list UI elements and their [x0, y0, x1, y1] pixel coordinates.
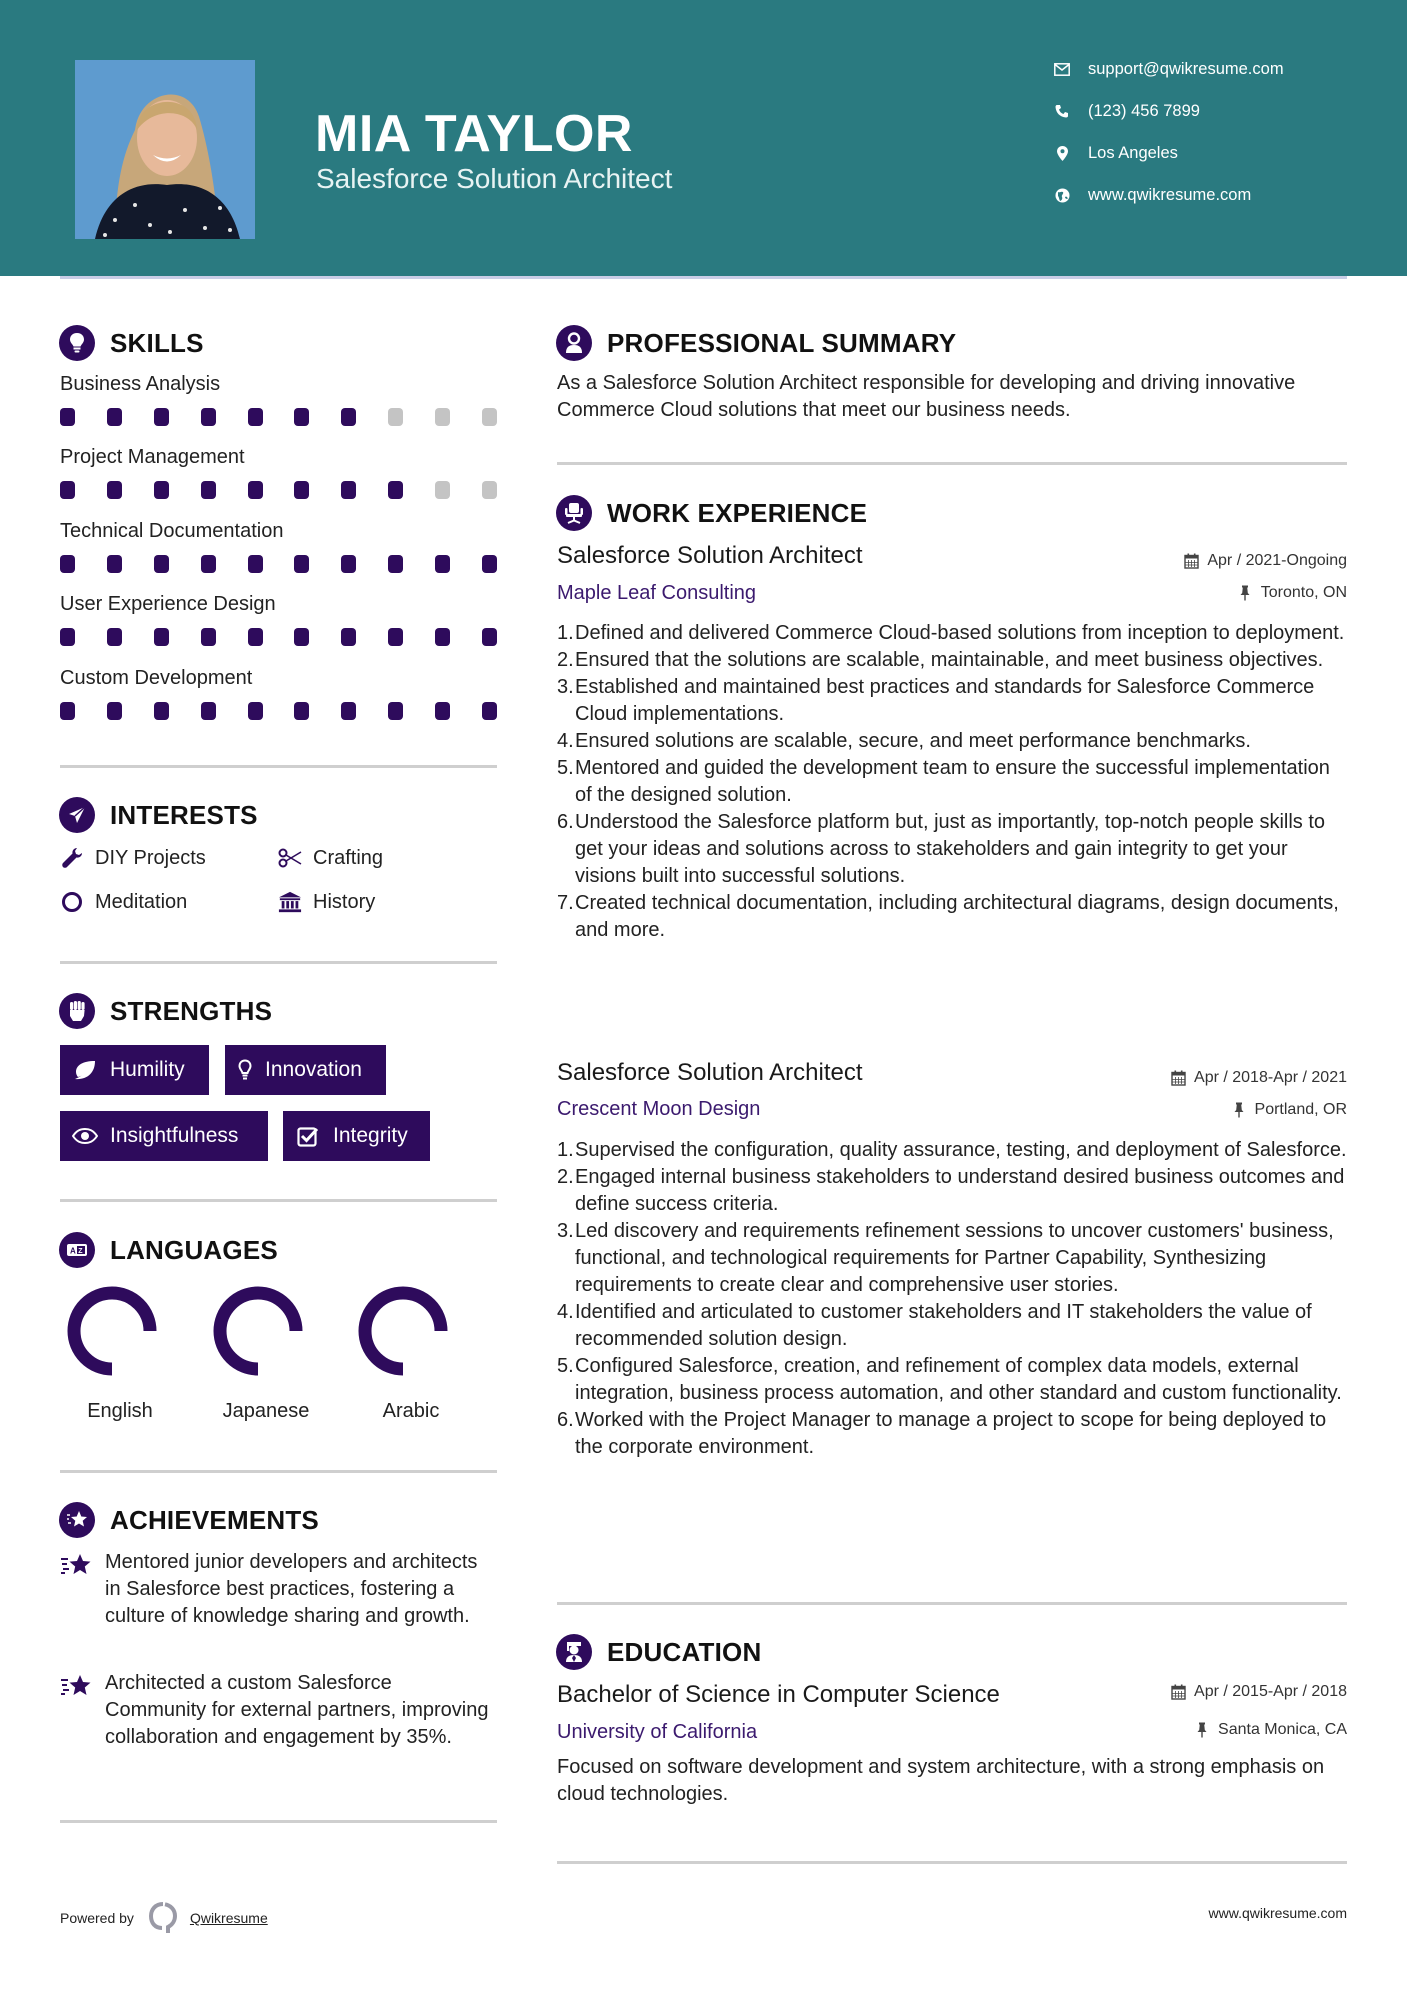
footer-website[interactable]: www.qwikresume.com	[1208, 1905, 1347, 1921]
job-dates: Apr / 2021-Ongoing	[1182, 551, 1347, 571]
header-divider	[60, 276, 1347, 279]
job-bullet: 5. Mentored and guided the development team to ensure the successful implementation of the designed solution.	[557, 757, 1330, 806]
rating-dot-empty	[435, 481, 450, 499]
language-ring	[343, 1286, 463, 1376]
rating-dot-filled	[248, 628, 263, 646]
section-divider	[60, 961, 497, 964]
rating-dot-filled	[107, 555, 122, 573]
job-location: Toronto, ON	[1236, 583, 1347, 603]
education-dates: Apr / 2015-Apr / 2018	[1169, 1682, 1347, 1702]
rating-dot-filled	[248, 408, 263, 426]
skill-rating	[60, 408, 497, 426]
languages-heading: A Z LANGUAGES	[59, 1230, 278, 1270]
rating-dot-filled	[388, 702, 403, 720]
calendar-icon	[1169, 1069, 1187, 1087]
lightbulb-icon	[59, 325, 95, 361]
rating-dot-filled	[154, 628, 169, 646]
strength-badge: Humility	[60, 1045, 209, 1095]
section-divider	[60, 1820, 497, 1823]
rating-dot-filled	[107, 702, 122, 720]
job-bullet: 7. Created technical documentation, including architectural diagrams, design documents, and more.	[557, 892, 1339, 941]
job-dates: Apr / 2018-Apr / 2021	[1169, 1068, 1347, 1088]
wrench-icon	[60, 846, 84, 870]
interest-item: Meditation	[60, 888, 187, 916]
skill-label: Project Management	[60, 446, 245, 468]
job-bullet: 4. Identified and articulated to customer stakeholders and IT stakeholders the value of recommended solution design.	[557, 1301, 1312, 1350]
rating-dot-empty	[388, 408, 403, 426]
strengths-heading: STRENGTHS	[59, 991, 272, 1031]
eye-icon	[72, 1124, 98, 1148]
job-bullet: 5. Configured Salesforce, creation, and refinement of complex data models, external integration, business process automation, and other standard and custom functionality.	[557, 1355, 1342, 1404]
candidate-title: Salesforce Solution Architect	[316, 163, 673, 194]
paper-plane-icon	[59, 797, 95, 833]
section-divider	[557, 1602, 1347, 1605]
experience-heading: WORK EXPERIENCE	[556, 493, 867, 533]
strength-badge: Insightfulness	[60, 1111, 268, 1161]
job-bullet: 1. Supervised the configuration, quality assurance, testing, and deployment of Salesforce.	[557, 1139, 1347, 1161]
portrait-photo-icon	[75, 60, 255, 239]
job-bullet: 4. Ensured solutions are scalable, secure, and meet performance benchmarks.	[557, 730, 1251, 752]
contact-phone[interactable]: (123) 456 7899	[1050, 98, 1200, 124]
contact-website[interactable]: www.qwikresume.com	[1050, 182, 1251, 208]
language-label: Japanese	[222, 1400, 310, 1422]
rating-dot-filled	[482, 628, 497, 646]
degree-title: Bachelor of Science in Computer Science	[557, 1681, 1000, 1708]
education-description: Focused on software development and system architecture, with a strong emphasis on cloud technologies.	[557, 1756, 1325, 1805]
candidate-name: MIA TAYLOR	[315, 105, 633, 163]
education-heading: EDUCATION	[556, 1632, 761, 1672]
job-title: Salesforce Solution Architect	[557, 1059, 863, 1086]
rating-dot-filled	[154, 481, 169, 499]
rating-dot-filled	[248, 555, 263, 573]
rating-dot-filled	[294, 481, 309, 499]
resume-header	[0, 0, 1407, 276]
rating-dot-filled	[60, 702, 75, 720]
rating-dot-filled	[435, 628, 450, 646]
map-marker-icon	[1052, 143, 1072, 163]
skill-label: User Experience Design	[60, 593, 276, 615]
language-label: English	[87, 1400, 153, 1422]
svg-text:A: A	[70, 1246, 76, 1256]
rating-dot-filled	[248, 481, 263, 499]
skills-heading: SKILLS	[59, 323, 204, 363]
star-badge-icon	[59, 1502, 95, 1538]
powered-by: Powered by Qwikresume	[60, 1902, 268, 1934]
rating-dot-filled	[201, 702, 216, 720]
user-icon	[556, 325, 592, 361]
rating-dot-filled	[60, 555, 75, 573]
rating-dot-filled	[341, 702, 356, 720]
shooting-star-icon	[60, 1549, 92, 1630]
scissors-icon	[278, 846, 302, 870]
shooting-star-icon	[60, 1670, 92, 1751]
globe-icon	[1052, 185, 1072, 205]
language-progress-ring-icon	[213, 1286, 303, 1376]
skill-label: Technical Documentation	[60, 520, 284, 542]
calendar-icon	[1169, 1683, 1187, 1701]
rating-dot-filled	[154, 702, 169, 720]
rating-dot-filled	[107, 408, 122, 426]
rating-dot-filled	[435, 555, 450, 573]
graduate-icon	[556, 1634, 592, 1670]
summary-heading: PROFESSIONAL SUMMARY	[556, 323, 956, 363]
rating-dot-filled	[154, 555, 169, 573]
qwikresume-link[interactable]: Qwikresume	[189, 1910, 268, 1926]
phone-icon	[1052, 101, 1072, 121]
section-divider	[60, 1470, 497, 1473]
achievements-heading: ACHIEVEMENTS	[59, 1500, 319, 1540]
rating-dot-empty	[435, 408, 450, 426]
circle-icon	[60, 890, 84, 914]
leaf-icon	[72, 1058, 98, 1082]
strength-badge: Innovation	[225, 1045, 386, 1095]
language-progress-ring-icon	[67, 1286, 157, 1376]
language-ring	[52, 1286, 172, 1376]
interest-item: History	[278, 888, 375, 916]
skill-label: Business Analysis	[60, 373, 221, 395]
skill-rating	[60, 702, 497, 720]
qwikresume-logo-icon	[148, 1902, 178, 1934]
lightbulb-icon	[237, 1058, 253, 1082]
job-title: Salesforce Solution Architect	[557, 542, 863, 569]
contact-email[interactable]: support@qwikresume.com	[1050, 56, 1284, 82]
rating-dot-filled	[341, 555, 356, 573]
rating-dot-filled	[107, 628, 122, 646]
job-location: Portland, OR	[1230, 1100, 1347, 1120]
rating-dot-filled	[201, 408, 216, 426]
rating-dot-filled	[60, 408, 75, 426]
rating-dot-filled	[341, 481, 356, 499]
fist-icon	[59, 993, 95, 1029]
rating-dot-empty	[482, 408, 497, 426]
rating-dot-filled	[201, 628, 216, 646]
language-label: Arabic	[382, 1400, 440, 1422]
job-bullet: 6. Worked with the Project Manager to manage a project to scope for being deployed to the corporate environment.	[557, 1409, 1327, 1458]
rating-dot-filled	[482, 555, 497, 573]
rating-dot-filled	[388, 555, 403, 573]
rating-dot-filled	[294, 702, 309, 720]
pushpin-icon	[1236, 584, 1254, 602]
pushpin-icon	[1230, 1101, 1248, 1119]
summary-text: As a Salesforce Solution Architect responsible for developing and driving innovative Commerce Cloud solutions that meet our business needs.	[557, 372, 1296, 421]
rating-dot-filled	[294, 628, 309, 646]
section-divider	[557, 1861, 1347, 1864]
job-bullet: 6. Understood the Salesforce platform but, just as importantly, top-notch people skills to get your ideas and solutions across to stakeholders and gain integrity to get your visions built into successful solutions.	[557, 811, 1326, 887]
museum-icon	[278, 890, 302, 914]
rating-dot-filled	[388, 481, 403, 499]
svg-text:Z: Z	[78, 1248, 83, 1255]
section-divider	[60, 765, 497, 768]
rating-dot-filled	[201, 555, 216, 573]
language-progress-ring-icon	[358, 1286, 448, 1376]
job-company: Crescent Moon Design	[557, 1098, 761, 1120]
rating-dot-filled	[435, 702, 450, 720]
skill-rating	[60, 481, 497, 499]
contact-location: Los Angeles	[1050, 140, 1178, 166]
rating-dot-filled	[154, 408, 169, 426]
rating-dot-filled	[341, 628, 356, 646]
education-location: Santa Monica, CA	[1193, 1720, 1347, 1740]
achievement-item: Architected a custom Salesforce Community for external partners, improving collaboration and engagement by 35%.	[60, 1670, 497, 1751]
check-square-icon	[295, 1124, 321, 1148]
rating-dot-empty	[482, 481, 497, 499]
rating-dot-filled	[107, 481, 122, 499]
rating-dot-filled	[60, 628, 75, 646]
section-divider	[60, 1199, 497, 1202]
school-name: University of California	[557, 1721, 758, 1743]
language-ring	[198, 1286, 318, 1376]
job-bullets	[557, 620, 1352, 944]
job-company: Maple Leaf Consulting	[557, 582, 757, 604]
profile-photo	[75, 60, 255, 239]
job-bullets	[557, 1137, 1352, 1461]
pushpin-icon	[1193, 1721, 1211, 1739]
strength-badge: Integrity	[283, 1111, 430, 1161]
interest-item: DIY Projects	[60, 844, 206, 872]
job-bullet: 2. Ensured that the solutions are scalable, maintainable, and meet business objectives.	[557, 649, 1324, 671]
rating-dot-filled	[341, 408, 356, 426]
language-icon	[59, 1232, 95, 1268]
rating-dot-filled	[388, 628, 403, 646]
job-bullet: 3. Led discovery and requirements refinement sessions to uncover customers' business, functional, and technological requirements for Partner Capability, Synthesizing requirements to create clear and comprehensive user stories.	[557, 1220, 1334, 1296]
section-divider	[557, 462, 1347, 465]
job-bullet: 3. Established and maintained best practices and standards for Salesforce Commerce Cloud implementations.	[557, 676, 1315, 725]
rating-dot-filled	[294, 408, 309, 426]
rating-dot-filled	[294, 555, 309, 573]
office-chair-icon	[556, 495, 592, 531]
job-bullet: 1. Defined and delivered Commerce Cloud-based solutions from inception to deployment.	[557, 622, 1345, 644]
skill-rating	[60, 555, 497, 573]
rating-dot-filled	[60, 481, 75, 499]
skill-label: Custom Development	[60, 667, 253, 689]
interest-item: Crafting	[278, 844, 383, 872]
rating-dot-filled	[248, 702, 263, 720]
skill-rating	[60, 628, 497, 646]
rating-dot-filled	[201, 481, 216, 499]
achievement-item: Mentored junior developers and architects in Salesforce best practices, fostering a culture of knowledge sharing and growth.	[60, 1549, 497, 1630]
job-bullet: 2. Engaged internal business stakeholders to understand desired business outcomes and define success criteria.	[557, 1166, 1345, 1215]
rating-dot-filled	[482, 702, 497, 720]
calendar-icon	[1182, 552, 1200, 570]
interests-heading: INTERESTS	[59, 795, 258, 835]
envelope-icon	[1052, 59, 1072, 79]
